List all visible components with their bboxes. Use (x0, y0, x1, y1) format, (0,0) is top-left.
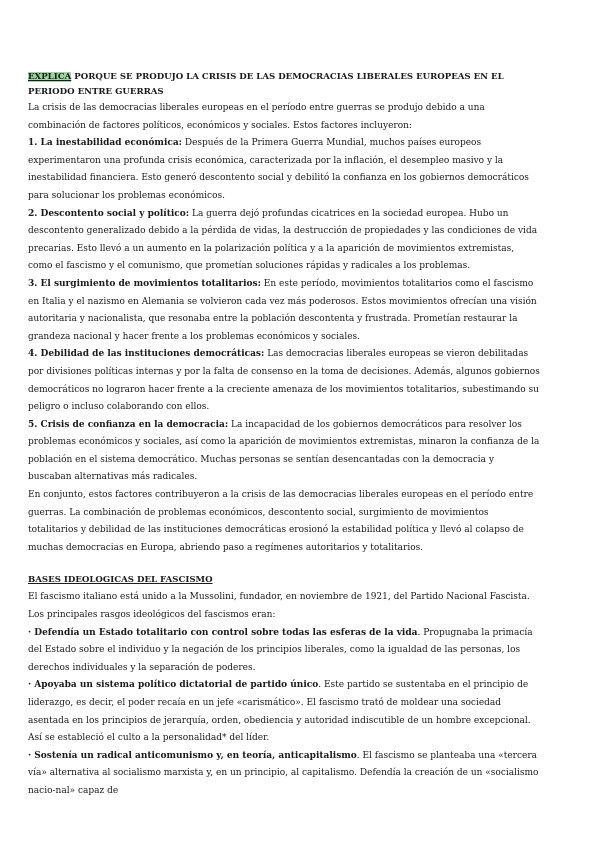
factor-5-text: La incapacidad de los gobiernos democráticos para resolver los problemas económicos y sociales, así como la aparición de movimientos extremistas, minaron la confianza de la población en el sistema democrático. Muchas personas se sentían desencantadas con la democracia y buscaban alternativas más radicales. (28, 419, 540, 483)
bullet-2 (28, 677, 540, 747)
factor-2-label: 2. Descontento social y político: (28, 208, 190, 219)
factor-1-label: 1. La inestabilidad económica: (28, 138, 182, 149)
factor-4 (28, 346, 540, 416)
factor-1-text: Después de la Primera Guerra Mundial, muchos países europeos experimentaron una profunda crisis económica, caracterizada por la inflación, el desempleo masivo y la inestabilidad financiera. Esto generó descontento social y debilitó la confianza en los gobiernos democráticos para solucionar los problemas económicos. (28, 138, 529, 201)
factor-3-label: 3. El surgimiento de movimientos totalitarios: (28, 278, 261, 289)
conclusion-paragraph: En conjunto, estos factores contribuyeron a la crisis de las democracias liberales europeas en el período entre guerras. La combinación de problemas económicos, descontento social, surgimiento de movimientos totalitarios y debilidad de las instituciones democráticas erosionó la estabilidad política y llevó al colapso de muchas democracias en Europa, abriendo paso a regímenes autoritarios y totalitarios. (28, 490, 534, 553)
bullet-3-text: . El fascismo se planteaba una «tercera vía» alternativa al socialismo marxista y, en un principio, al capitalismo. Defendía la creación de un «socialismo nacio-nal» capaz de (28, 750, 539, 796)
section-title: BASES IDEOLOGICAS DEL FASCISMO (28, 575, 213, 586)
title-highlight: EXPLICA (28, 72, 72, 82)
title-text: PORQUE SE PRODUJO LA CRISIS DE LAS DEMOCRACIAS LIBERALES EUROPEAS EN EL PERIODO ENTRE GUERRAS (28, 72, 504, 97)
factor-2-text: La guerra dejó profundas cicatrices en la sociedad europea. Hubo un descontento generalizado debido a la pérdida de vidas, la destrucción de propiedades y las condiciones de vida precarias. Esto llevó a un aumento en la polarización política y a la aparición de movimientos extremistas, como el fascismo y el comunismo, que prometían soluciones rápidas y radicales a los problemas. (28, 208, 538, 272)
bullet-3-label: · Sostenía un radical anticomunismo y, en teoría, anticapitalismo (28, 750, 357, 761)
bullet-3 (28, 748, 540, 801)
factor-3-text: En este período, movimientos totalitarios como el fascismo en Italia y el nazismo en Alemania se volvieron cada vez más poderosos. Estos movimientos ofrecían una visión autoritaria y nacionalista, que resonaba entre la población descontenta y frustrada. Prometían restaurar la grandeza nacional y hacer frente a los problemas económicos y sociales. (28, 278, 537, 342)
bullet-1-label: · Defendía un Estado totalitario con control sobre todas las esferas de la vida (28, 627, 418, 638)
factor-3 (28, 276, 540, 346)
bullet-2-label: · Apoyaba un sistema político dictatorial de partido único (28, 680, 319, 691)
factor-5 (28, 417, 540, 487)
section-intro: El fascismo italiano está unido a la Mussolini, fundador, en noviembre de 1921, del Partido Nacional Fascista. Los principales rasgos ideológicos del fascismos eran: (28, 592, 530, 621)
factor-4-text: Las democracias liberales europeas se vieron debilitadas por divisiones políticas internas y por la falta de consenso en la toma de decisiones. Además, algunos gobiernos democráticos no lograron hacer frente a la creciente amenaza de los movimientos totalitarios, subestimando su peligro o incluso colaborando con ellos. (28, 349, 540, 413)
bullet-1-text: . Propugnaba la primacía del Estado sobre el individuo y la negación de los principios liberales, como la igualdad de las personas, los derechos individuales y la separación de poderes. (28, 627, 533, 673)
bullet-1 (28, 625, 540, 678)
section-gap (28, 557, 540, 573)
factor-5-label: 5. Crisis de confianza en la democracia: (28, 419, 229, 430)
document-title (28, 70, 540, 100)
bullet-2-text: . Este partido se sustentaba en el principio de liderazgo, es decir, el poder recaía en un jefe «carismático». El fascismo trató de moldear una sociedad asentada en los principios de jerarquía, orden, obediencia y autoridad indiscutible de un hombre excepcional. Así se estableció el culto a la personalidad* del líder. (28, 680, 531, 744)
factor-2 (28, 206, 540, 276)
intro-paragraph: La crisis de las democracias liberales europeas en el período entre guerras se produjo debido a una combinación de factores políticos, económicos y sociales. Estos factores incluyeron: (28, 103, 485, 131)
factor-4-label: 4. Debilidad de las instituciones democráticas: (28, 349, 265, 360)
factor-1 (28, 135, 540, 205)
